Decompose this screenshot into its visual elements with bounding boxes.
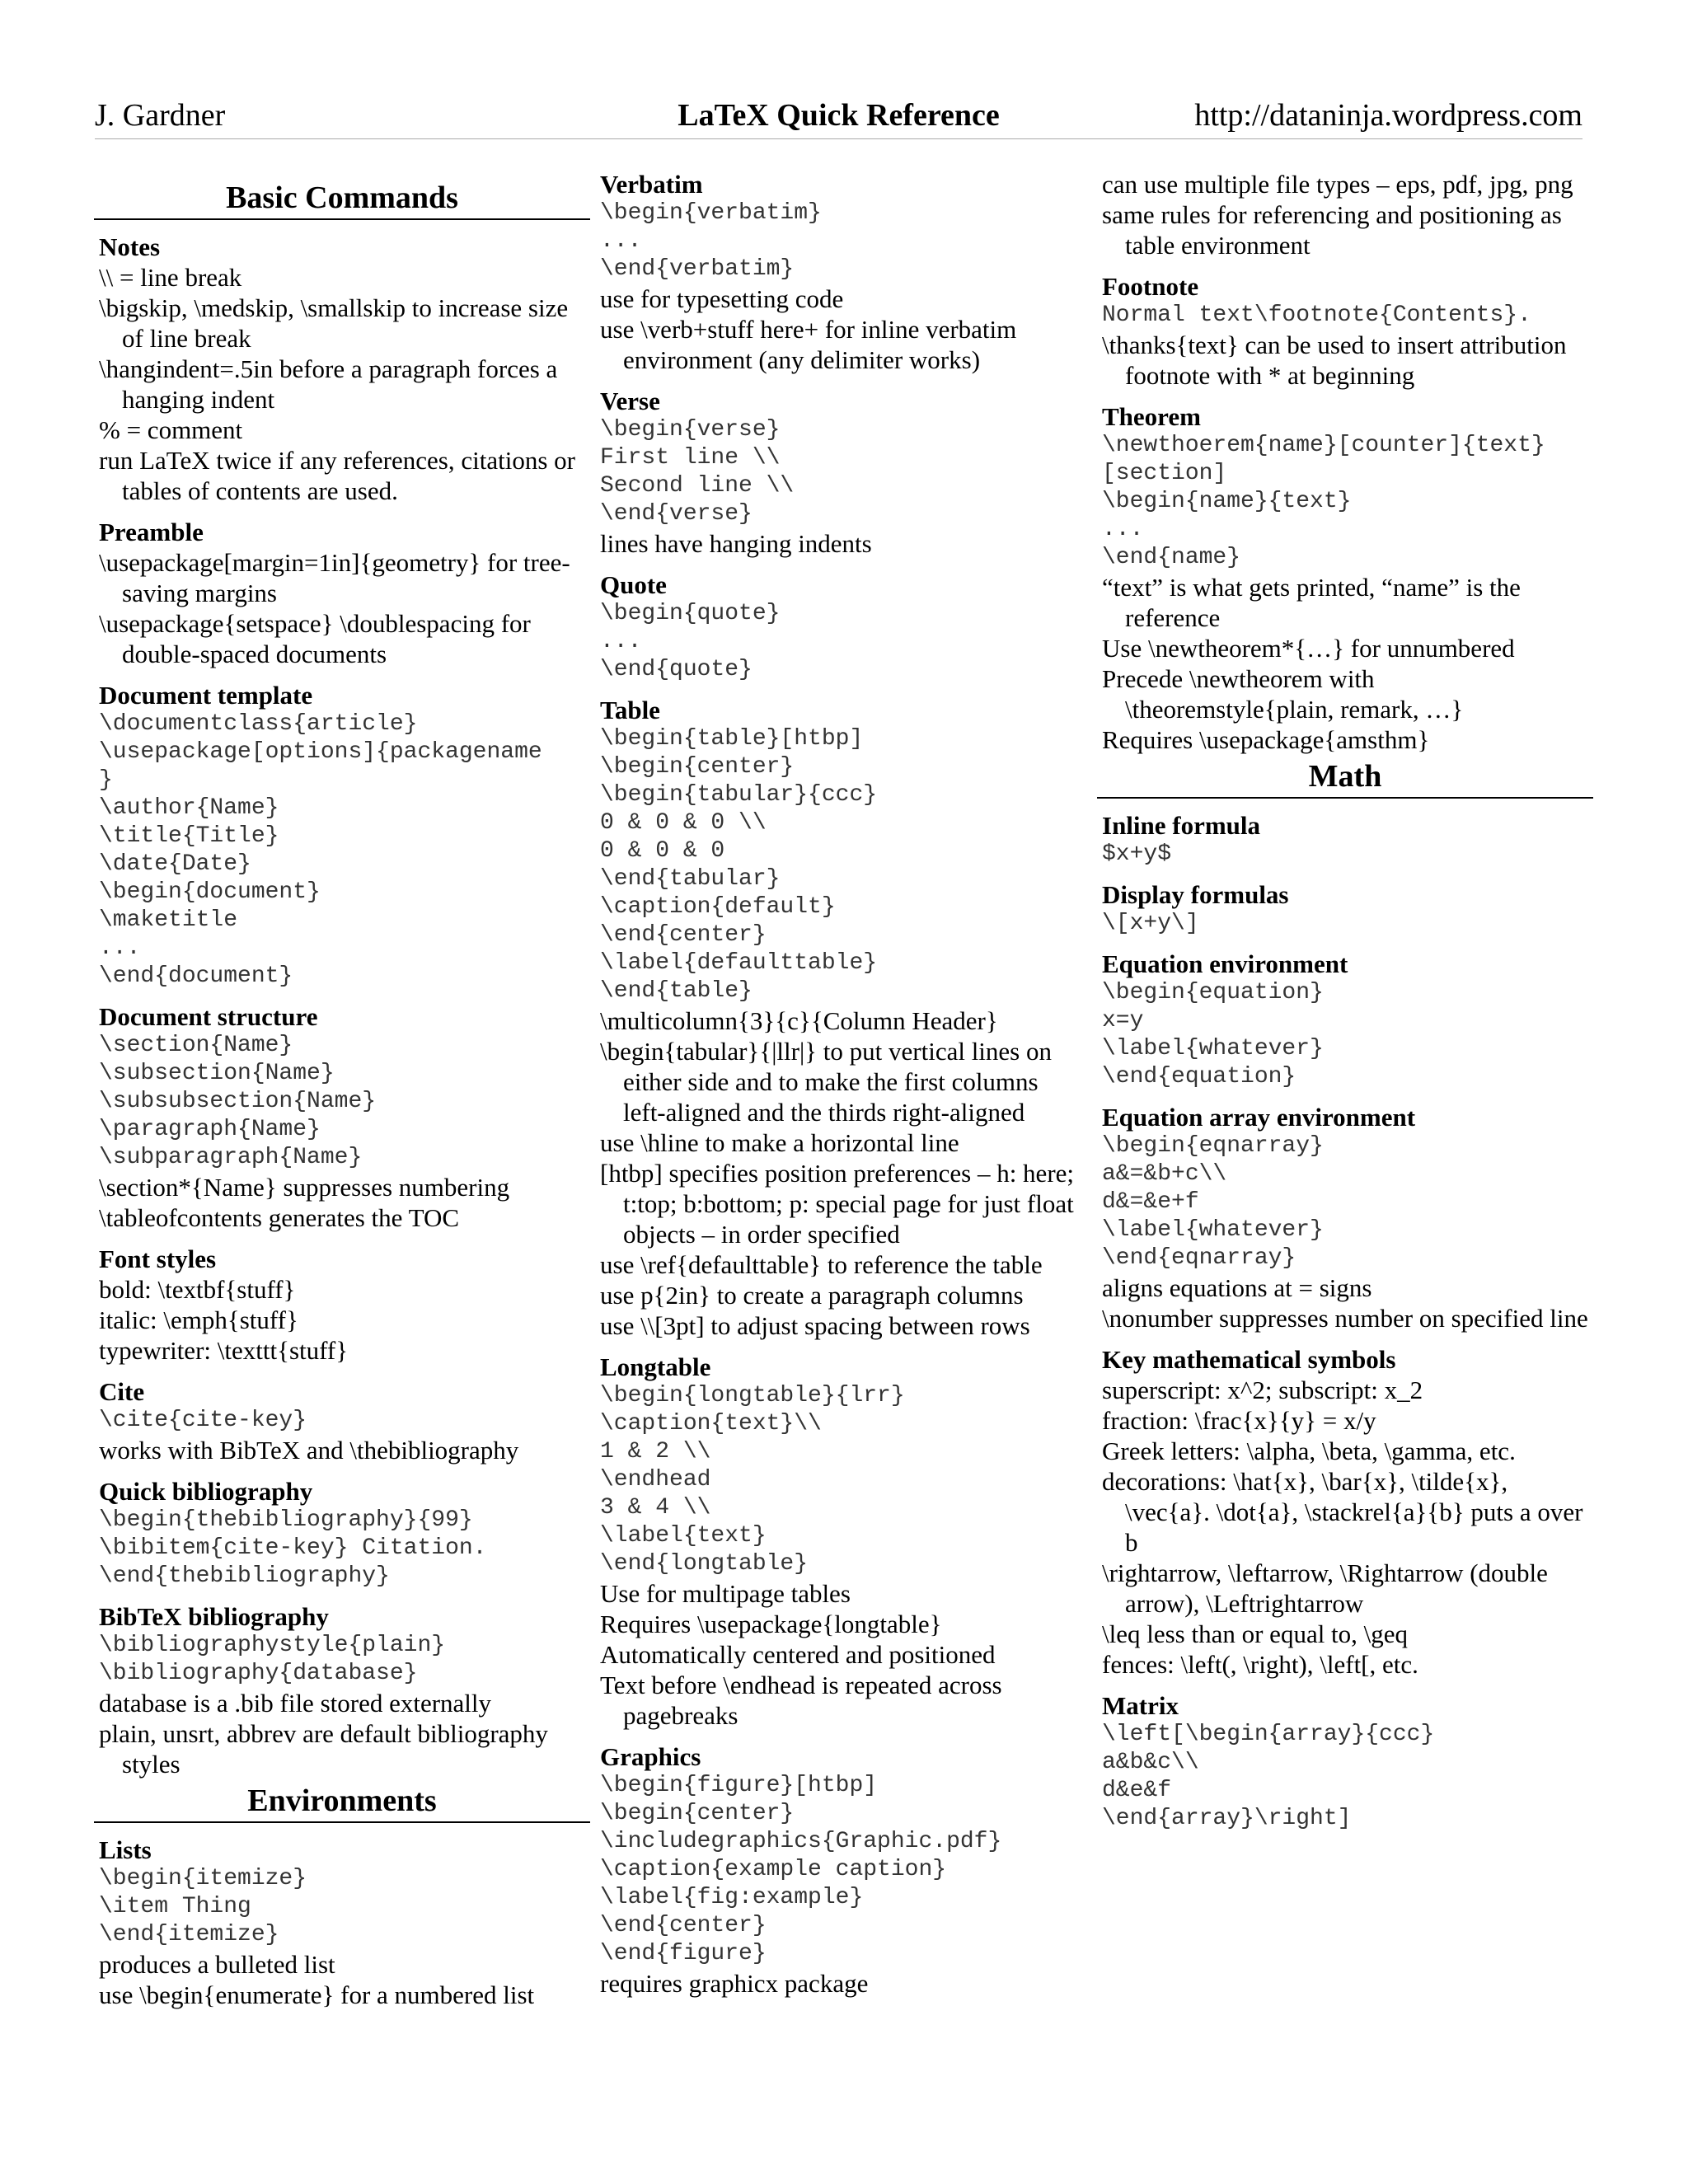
code-line: \end{thebibliography} [99, 1563, 390, 1589]
code-line: d&=&e+f [1102, 1189, 1199, 1215]
text-line: works with BibTeX and \thebibliography [99, 1436, 519, 1465]
text-line: Use for multipage tables [600, 1579, 851, 1608]
text-line: can use multiple file types – eps, pdf, jpg, png [1102, 170, 1573, 199]
text-line: Requires \usepackage{amsthm} [1102, 725, 1430, 754]
code-line: \begin{center} [600, 754, 795, 780]
text-line: \\ = line break [99, 263, 242, 292]
text-line: \bigskip, \medskip, \smallskip to increase size of line break [99, 293, 569, 353]
text-line: use \verb+stuff here+ for inline verbatim environment (any delimiter works) [600, 315, 1017, 374]
code-line: \end{figure} [600, 1941, 767, 1966]
text-line: fraction: \frac{x}{y} = x/y [1102, 1406, 1376, 1435]
code-line: \[x+y\] [1102, 911, 1199, 936]
text-line: \begin{tabular}{|llr|} to put vertical lines on either side and to make the first columns left-aligned and the thirds right-aligned [600, 1037, 1052, 1127]
text-line: \section*{Name} suppresses numbering [99, 1173, 510, 1202]
text-line: Precede \newtheorem with \theoremstyle{plain, remark, …} [1102, 664, 1464, 724]
text-line: % = comment [99, 415, 243, 444]
text-line: use \ref{defaulttable} to reference the table [600, 1250, 1043, 1279]
text-line: use \\[3pt] to adjust spacing between rows [600, 1311, 1030, 1340]
subsection-title: Equation environment [1102, 949, 1348, 978]
text-line: produces a bulleted list [99, 1950, 335, 1979]
code-line: } [99, 767, 113, 793]
text-line: aligns equations at = signs [1102, 1273, 1372, 1302]
code-line: \title{Title} [99, 823, 279, 849]
subsection-title: Graphics [600, 1742, 701, 1771]
code-line: \includegraphics{Graphic.pdf} [600, 1829, 1002, 1854]
subsection-title: Document template [99, 681, 313, 710]
code-line: [section] [1102, 461, 1227, 486]
code-line: \label{text} [600, 1523, 767, 1549]
code-line: \caption{text}\\ [600, 1411, 822, 1436]
column-3 [1102, 169, 1588, 1833]
text-line: bold: \textbf{stuff} [99, 1275, 296, 1304]
subsection-title: Equation array environment [1102, 1103, 1416, 1132]
subsection-title: Display formulas [1102, 880, 1289, 909]
code-line: \begin{equation} [1102, 980, 1324, 1005]
subsection-title: Lists [99, 1835, 152, 1864]
text-line: typewriter: \texttt{stuff} [99, 1336, 349, 1365]
text-line: “text” is what gets printed, “name” is the reference [1102, 573, 1521, 632]
subsection-title: Quick bibliography [99, 1477, 313, 1506]
subsection-title: Table [600, 696, 660, 724]
text-line: use p{2in} to create a paragraph columns [600, 1281, 1024, 1310]
code-line: \author{Name} [99, 795, 279, 821]
code-line: \end{verbatim} [600, 256, 795, 282]
code-line: \bibliographystyle{plain} [99, 1633, 446, 1658]
code-line: \end{verse} [600, 501, 753, 527]
subsection-title: Cite [99, 1377, 145, 1406]
code-line: 3 & 4 \\ [600, 1495, 711, 1521]
code-line: Normal text\footnote{Contents}. [1102, 302, 1531, 328]
text-line: \hangindent=.5in before a paragraph forces a hanging indent [99, 354, 558, 414]
code-line: \date{Date} [99, 851, 251, 877]
code-line: \begin{document} [99, 879, 321, 905]
code-line: \maketitle [99, 907, 238, 933]
code-line: \caption{example caption} [600, 1857, 947, 1882]
code-line: \left[\begin{array}{ccc} [1102, 1722, 1435, 1747]
subsection-title: Quote [600, 570, 667, 599]
code-line: ... [600, 228, 642, 254]
code-line: \begin{figure}[htbp] [600, 1773, 878, 1798]
code-line: a&=&b+c\\ [1102, 1161, 1227, 1187]
text-line: \rightarrow, \leftarrow, \Rightarrow (double arrow), \Leftrightarrow [1102, 1558, 1548, 1618]
code-line: \end{itemize} [99, 1922, 279, 1947]
subsection-title: Matrix [1102, 1691, 1179, 1720]
text-line: [htbp] specifies position preferences – h: here; t:top; b:bottom; p: special page for just float objects – in order specified [600, 1159, 1075, 1249]
code-line: \paragraph{Name} [99, 1117, 321, 1142]
text-line: same rules for referencing and positioning as table environment [1102, 200, 1562, 260]
website-url: http://dataninja.wordpress.com [1194, 98, 1582, 133]
column-2 [600, 169, 1086, 1999]
code-line: a&b&c\\ [1102, 1750, 1199, 1775]
code-line: \item Thing [99, 1894, 251, 1919]
code-line: \bibliography{database} [99, 1661, 418, 1686]
text-line: \usepackage[margin=1in]{geometry} for tree-saving margins [99, 548, 570, 607]
section-title-basic-commands: Basic Commands [94, 183, 590, 220]
code-line: 1 & 2 \\ [600, 1439, 711, 1465]
text-line: \nonumber suppresses number on specified line [1102, 1304, 1588, 1333]
code-line: \end{longtable} [600, 1551, 809, 1577]
text-line: \tableofcontents generates the TOC [99, 1203, 460, 1232]
subsection-title: Inline formula [1102, 811, 1261, 840]
code-line: \bibitem{cite-key} Citation. [99, 1535, 487, 1561]
code-line: \begin{eqnarray} [1102, 1133, 1324, 1159]
code-line: \end{tabular} [600, 866, 781, 892]
text-line: run LaTeX twice if any references, citations or tables of contents are used. [99, 446, 575, 505]
code-line: \begin{name}{text} [1102, 489, 1352, 514]
code-line: \section{Name} [99, 1033, 293, 1058]
subsection-title: Verbatim [600, 170, 703, 199]
page-title: LaTeX Quick Reference [678, 98, 1000, 133]
code-line: \label{defaulttable} [600, 950, 878, 976]
code-line: \subsubsection{Name} [99, 1089, 377, 1114]
code-line: \caption{default} [600, 894, 836, 920]
code-line: \end{eqnarray} [1102, 1245, 1296, 1271]
text-line: \multicolumn{3}{c}{Column Header} [600, 1006, 998, 1035]
code-line: \subsection{Name} [99, 1061, 335, 1086]
subsection-title: Font styles [99, 1244, 217, 1273]
section-title-environments: Environments [94, 1786, 590, 1823]
code-line: First line \\ [600, 445, 781, 471]
code-line: \begin{quote} [600, 601, 781, 626]
text-line: use for typesetting code [600, 284, 844, 313]
text-line: \thanks{text} can be used to insert attribution footnote with * at beginning [1102, 330, 1567, 390]
code-line: \usepackage[options]{packagename [99, 739, 542, 765]
text-line: plain, unsrt, abbrev are default bibliography styles [99, 1719, 548, 1779]
code-line: \begin{verse} [600, 417, 781, 443]
subsection-title: Footnote [1102, 272, 1199, 301]
subsection-title: Verse [600, 387, 660, 415]
code-line: \begin{tabular}{ccc} [600, 782, 878, 808]
text-line: decorations: \hat{x}, \bar{x}, \tilde{x}, \vec{a}. \dot{a}, \stackrel{a}{b} puts a over b [1102, 1467, 1583, 1557]
code-line: \begin{table}[htbp] [600, 726, 864, 752]
code-line: \documentclass{article} [99, 711, 418, 737]
text-line: lines have hanging indents [600, 529, 872, 558]
code-line: x=y [1102, 1008, 1144, 1033]
text-line: superscript: x^2; subscript: x_2 [1102, 1376, 1423, 1404]
code-line: \begin{verbatim} [600, 200, 822, 226]
code-line: \begin{itemize} [99, 1866, 307, 1891]
code-line: 0 & 0 & 0 [600, 838, 725, 864]
text-line: fences: \left(, \right), \left[, etc. [1102, 1650, 1418, 1679]
code-line: \begin{center} [600, 1801, 795, 1826]
text-line: use \begin{enumerate} for a numbered list [99, 1980, 535, 2009]
code-line: \end{document} [99, 963, 293, 989]
code-line: \label{whatever} [1102, 1217, 1324, 1243]
code-line: \subparagraph{Name} [99, 1145, 363, 1170]
code-line: ... [99, 935, 141, 961]
section-title-math: Math [1097, 762, 1593, 799]
code-line: 0 & 0 & 0 \\ [600, 810, 767, 836]
text-line: use \hline to make a horizontal line [600, 1128, 959, 1157]
text-line: Use \newtheorem*{…} for unnumbered [1102, 634, 1515, 663]
code-line: \end{quote} [600, 657, 753, 682]
code-line: \begin{thebibliography}{99} [99, 1507, 473, 1533]
code-line: Second line \\ [600, 473, 795, 499]
page-header [95, 97, 1582, 139]
code-line: \label{whatever} [1102, 1036, 1324, 1062]
code-line: ... [600, 629, 642, 654]
code-line: \end{name} [1102, 545, 1241, 570]
code-line: \label{fig:example} [600, 1885, 864, 1910]
text-line: requires graphicx package [600, 1969, 869, 1998]
text-line: \leq less than or equal to, \geq [1102, 1619, 1409, 1648]
code-line: ... [1102, 517, 1144, 542]
code-line: \end{table} [600, 978, 753, 1004]
code-line: $x+y$ [1102, 841, 1172, 867]
column-1 [99, 180, 585, 2010]
code-line: \cite{cite-key} [99, 1408, 307, 1433]
subsection-title: Preamble [99, 518, 204, 546]
code-line: \begin{longtable}{lrr} [600, 1383, 905, 1408]
text-line: Text before \endhead is repeated across pagebreaks [600, 1671, 1002, 1730]
code-line: \newthoerem{name}[counter]{text} [1102, 433, 1545, 458]
text-line: Requires \usepackage{longtable} [600, 1610, 942, 1638]
subsection-title: Document structure [99, 1002, 318, 1031]
text-line: italic: \emph{stuff} [99, 1305, 298, 1334]
author-name: J. Gardner [95, 98, 226, 133]
subsection-title: BibTeX bibliography [99, 1602, 329, 1631]
text-line: \usepackage{setspace} \doublespacing for double-spaced documents [99, 609, 531, 668]
code-line: \endhead [600, 1467, 711, 1493]
text-line: Automatically centered and positioned [600, 1640, 996, 1669]
text-line: database is a .bib file stored externally [99, 1689, 492, 1718]
text-line: Greek letters: \alpha, \beta, \gamma, etc. [1102, 1436, 1516, 1465]
subsection-title: Key mathematical symbols [1102, 1345, 1396, 1374]
code-line: \end{center} [600, 922, 767, 948]
code-line: \end{center} [600, 1913, 767, 1938]
code-line: \end{array}\right] [1102, 1806, 1352, 1831]
subsection-title: Longtable [600, 1352, 711, 1381]
code-line: d&e&f [1102, 1778, 1172, 1803]
subsection-title: Theorem [1102, 402, 1201, 431]
subsection-title: Notes [99, 232, 161, 261]
code-line: \end{equation} [1102, 1064, 1296, 1090]
